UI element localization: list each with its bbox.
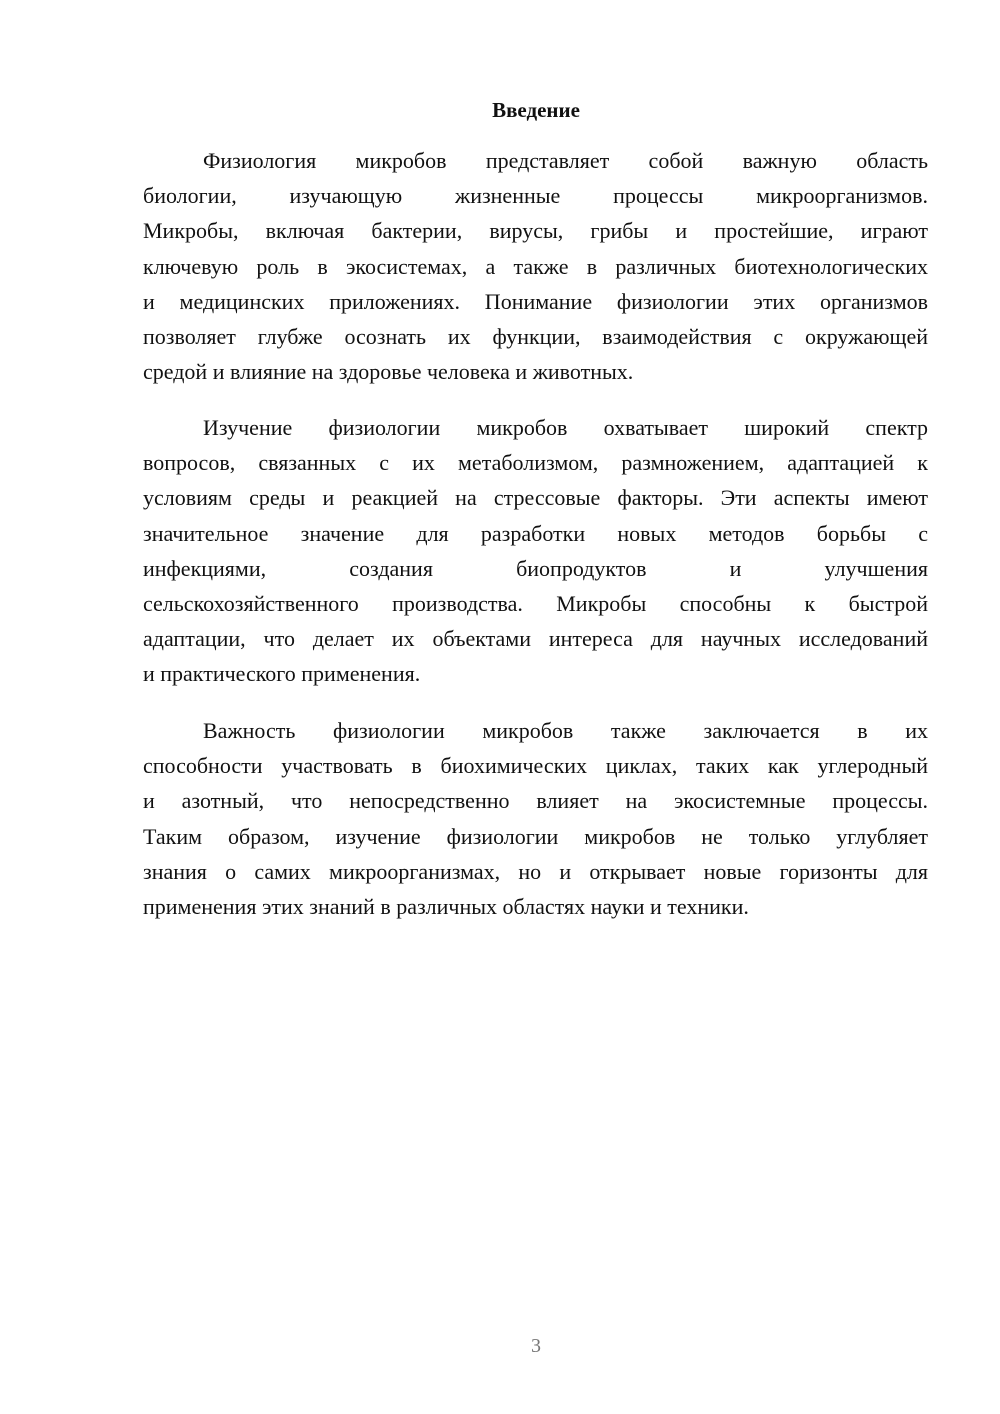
text-line: и медицинских приложениях. Понимание физиологии этих организмов bbox=[143, 288, 928, 314]
page-number: 3 bbox=[531, 1335, 541, 1357]
text-line: Важность физиологии микробов также заключается в их bbox=[203, 718, 928, 743]
text-line: ключевую роль в экосистемах, а также в различных биотехнологических bbox=[143, 253, 928, 279]
text-line: и практического применения. bbox=[143, 661, 421, 687]
text-line: способности участвовать в биохимических циклах, таких как углеродный bbox=[143, 753, 928, 779]
text-line: Изучение физиологии микробов охватывает широкий спектр bbox=[203, 415, 928, 440]
text-line: знания о самих микроорганизмах, но и открывает новые горизонты для bbox=[143, 858, 928, 884]
text-line: Физиология микробов представляет собой важную область bbox=[203, 148, 928, 173]
text-line: применения этих знаний в различных областях науки и техники. bbox=[143, 893, 749, 919]
text-line: позволяет глубже осознать их функции, взаимодействия с окружающей bbox=[143, 323, 928, 349]
text-line: Микробы, включая бактерии, вирусы, грибы и простейшие, играют bbox=[143, 218, 928, 244]
text-line: условиям среды и реакцией на стрессовые факторы. Эти аспекты имеют bbox=[143, 485, 928, 511]
paragraph-1 bbox=[143, 143, 928, 389]
text-line: средой и влияние на здоровье человека и животных. bbox=[143, 359, 634, 385]
text-line: значительное значение для разработки новых методов борьбы с bbox=[143, 520, 928, 546]
text-line: сельскохозяйственного производства. Микробы способны к быстрой bbox=[143, 590, 928, 616]
paragraph-3 bbox=[143, 713, 928, 924]
text-line: Таким образом, изучение физиологии микробов не только углубляет bbox=[143, 823, 928, 849]
paragraph-2 bbox=[143, 410, 928, 692]
text-line: биологии, изучающую жизненные процессы микроорганизмов. bbox=[143, 183, 928, 209]
text-line: инфекциями, создания биопродуктов и улучшения bbox=[143, 555, 928, 581]
text-line: вопросов, связанных с их метаболизмом, размножением, адаптацией к bbox=[143, 450, 928, 476]
section-title: Введение bbox=[492, 98, 580, 122]
text-line: и азотный, что непосредственно влияет на экосистемные процессы. bbox=[143, 788, 928, 814]
text-line: адаптации, что делает их объектами интереса для научных исследований bbox=[143, 626, 928, 652]
